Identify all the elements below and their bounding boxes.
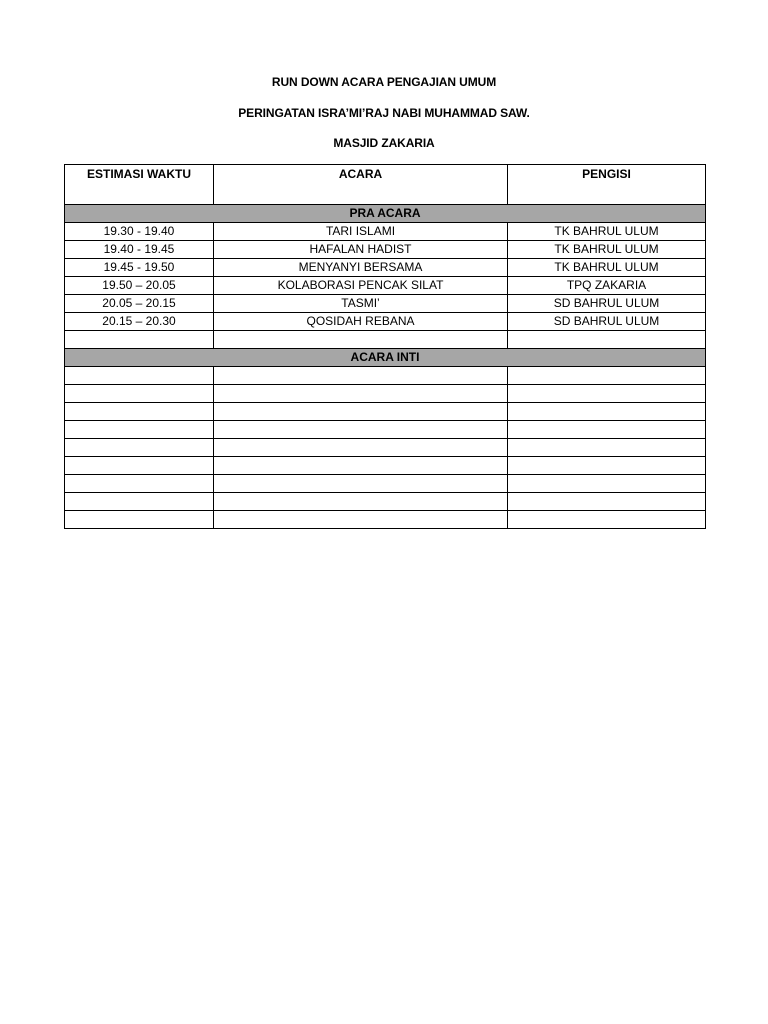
cell-event: QOSIDAH REBANA (214, 313, 508, 331)
table-row-empty (65, 439, 706, 457)
cell-time: 20.05 – 20.15 (65, 295, 214, 313)
cell-performer: SD BAHRUL ULUM (508, 313, 706, 331)
cell-empty (65, 475, 214, 493)
table-row-empty (65, 457, 706, 475)
section-row-pra-acara (65, 205, 706, 223)
table-row-empty (65, 367, 706, 385)
header-pengisi: PENGISI (508, 165, 706, 205)
cell-time: 19.50 – 20.05 (65, 277, 214, 295)
cell-empty (214, 403, 508, 421)
cell-time: 20.15 – 20.30 (65, 313, 214, 331)
cell-event: MENYANYI BERSAMA (214, 259, 508, 277)
cell-empty (214, 475, 508, 493)
cell-empty (214, 511, 508, 529)
cell-empty (508, 385, 706, 403)
cell-empty (508, 331, 706, 349)
cell-time: 19.45 - 19.50 (65, 259, 214, 277)
cell-performer: SD BAHRUL ULUM (508, 295, 706, 313)
cell-performer: TK BAHRUL ULUM (508, 259, 706, 277)
cell-performer: TPQ ZAKARIA (508, 277, 706, 295)
cell-empty (65, 421, 214, 439)
document-venue: MASJID ZAKARIA (333, 136, 435, 150)
cell-time: 19.30 - 19.40 (65, 223, 214, 241)
cell-empty (65, 493, 214, 511)
cell-empty (508, 457, 706, 475)
cell-empty (508, 475, 706, 493)
table-row-empty (65, 331, 706, 349)
cell-empty (65, 385, 214, 403)
cell-empty (214, 331, 508, 349)
table-row-empty (65, 511, 706, 529)
cell-empty (65, 511, 214, 529)
cell-empty (65, 403, 214, 421)
table-row-empty (65, 493, 706, 511)
cell-empty (508, 421, 706, 439)
cell-empty (508, 367, 706, 385)
document-title: RUN DOWN ACARA PENGAJIAN UMUM (271, 75, 497, 89)
cell-empty (65, 331, 214, 349)
section-row-acara-inti (65, 349, 706, 367)
cell-event: KOLABORASI PENCAK SILAT (214, 277, 508, 295)
rundown-table (64, 164, 706, 529)
cell-empty (214, 457, 508, 475)
section-label: PRA ACARA (65, 205, 706, 223)
cell-empty (214, 385, 508, 403)
cell-empty (214, 367, 508, 385)
cell-empty (508, 403, 706, 421)
cell-performer: TK BAHRUL ULUM (508, 223, 706, 241)
table-row-empty (65, 385, 706, 403)
table-row (65, 223, 706, 241)
table-row-empty (65, 475, 706, 493)
cell-event: TASMI’ (214, 295, 508, 313)
cell-empty (214, 421, 508, 439)
cell-event: TARI ISLAMI (214, 223, 508, 241)
table-row (65, 259, 706, 277)
table-row (65, 295, 706, 313)
cell-empty (508, 511, 706, 529)
table-header-row (65, 165, 706, 205)
cell-event: HAFALAN HADIST (214, 241, 508, 259)
cell-performer: TK BAHRUL ULUM (508, 241, 706, 259)
cell-empty (65, 367, 214, 385)
cell-empty (214, 493, 508, 511)
table-row-empty (65, 421, 706, 439)
cell-empty (65, 439, 214, 457)
cell-time: 19.40 - 19.45 (65, 241, 214, 259)
table-row-empty (65, 403, 706, 421)
header-acara: ACARA (214, 165, 508, 205)
header-estimasi-waktu: ESTIMASI WAKTU (65, 165, 214, 205)
cell-empty (508, 439, 706, 457)
cell-empty (214, 439, 508, 457)
cell-empty (65, 457, 214, 475)
cell-empty (508, 493, 706, 511)
table-row (65, 241, 706, 259)
table-row (65, 277, 706, 295)
document-subtitle: PERINGATAN ISRA’MI’RAJ NABI MUHAMMAD SAW. (238, 106, 530, 120)
section-label: ACARA INTI (65, 349, 706, 367)
table-row (65, 313, 706, 331)
